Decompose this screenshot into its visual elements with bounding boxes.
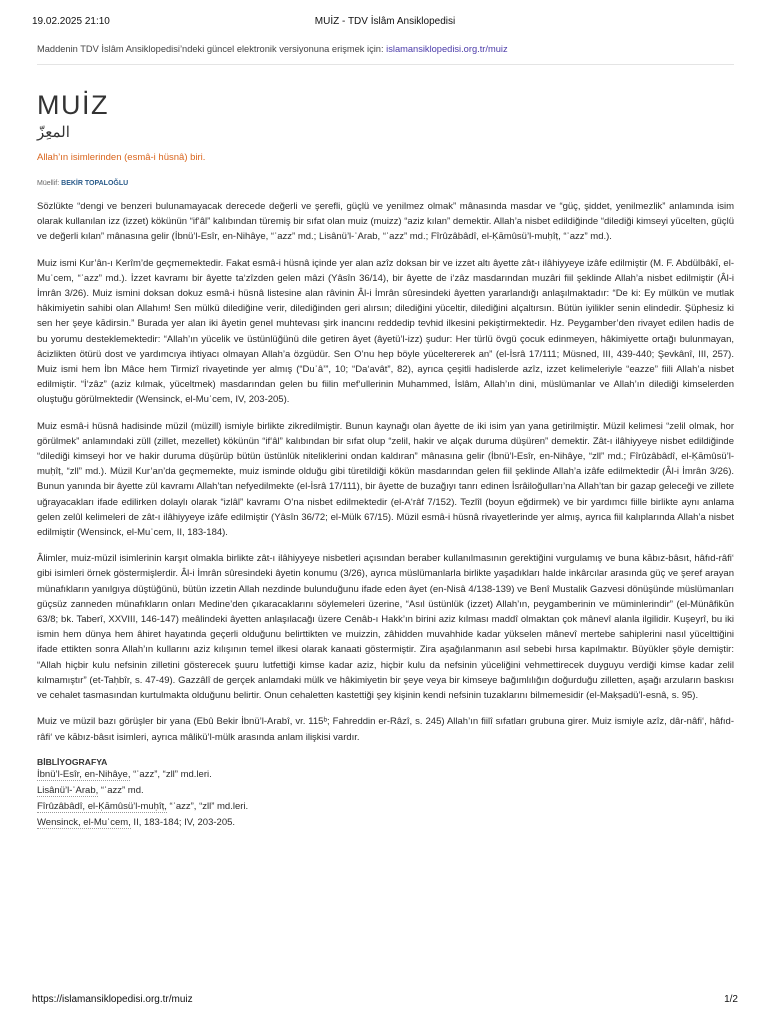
- author-label: Müellif:: [37, 180, 60, 187]
- print-date: 19.02.2025 21:10: [32, 16, 110, 27]
- bibliography-source-link[interactable]: Wensinck, el-Muʿcem,: [37, 816, 131, 828]
- paragraph: Muiz ve müzil bazı görüşler bir yana (Ebû Bekir İbnü’l-Arabî, vr. 115ᵇ; Fahreddin er-Râzî, s. 245) Allah’ın fiilî sıfatları grubuna girer. Muiz ismiyle azîz, dâr-nâfi‘, hâfıd-râfi‘ ve kābız-bâsıt isimleri, ayrıca mâlikü’l-mülk arasında anlam ilişkisi vardır.: [37, 716, 734, 743]
- paragraph: Muiz ismi Kur’ân-ı Kerîm’de geçmemektedir. Fakat esmâ-i hüsnâ içinde yer alan azîz doksan bir ve izzet altı âyette zât-ı ilâhiyyeye izâfe edilmiştir (M. F. Abdülbâkī, el-Muʿcem, “ʿazz” md.). İzzet kavramı bir âyette ta‘zîzden gelen mâzi (Yâsîn 36/14), bir âyette de i‘zâz masdarından muzâri fiil şeklinde Allah’a nisbet edilmiştir (Âl-i İmrân 3/26). Muiz ismini doksan dokuz esmâ-i hüsnâ listesine alan râvinin Âl-i İmrân sûresindeki âyetten yararlandığı anlaşılmaktadır: “De ki: Ey mülkün ve mutlak hâkimiyetin sahibi olan Allahım! Sen mülkü dilediğine verir, dilediğinden geri alırsın; dilediğini yüceltir, dilediğini alçaltırsın. Bütün iyilikler senin elindedir. Şüphesiz ki sen her şeye kādirsin.” Burada yer alan iki âyetin genel muhtevası şirk inancını reddedip tevhid ilkesini pekiştirmektedir. Hz. Peygamber’den rivayet edilen hadis de bu yorumu desteklemektedir: “Allah’ın yücelik ve üstünlüğünü dile getiren âyet (âyetü’l-izz) şudur: Her türlü övgü çocuk edinmeyen, hâkimiyette ortağı bulunmayan, âcizlikten ötürü dost ve yardımcıya ihtiyacı olmayan Allah’a özgüdür. Sen O’nu hep böyle yüceltererek an” (el-İsrâ 17/111; Müsned, III, 439-440; Şevkânî, III, 257). Muiz ismi hem İbn Mâce hem Tirmizî rivayetinde yer almış (“Duʿâ’”, 10; “Da‘avât”, 82), ayrıca çeşitli hadislerde azîz, izzet kelimeleriyle “eazze” fiili Allah’a nisbet edilmiştir. “İ‘zâz” (aziz kılmak, yüceltmek) masdarından gelen bu fiilin mef‘ullerinin Muhammed, İslâm, Allah’ın dini, müslümanlar ve Allah’ın dilediği kimselerden oluştuğu görülmektedir (Wensinck, el-Muʿcem, IV, 203-205).: [37, 257, 734, 406]
- bibliography-detail: II, 183-184; IV, 203-205.: [130, 816, 236, 828]
- page-number: 1/2: [724, 994, 738, 1005]
- entry-summary: Allah’ın isimlerinden (esmâ-i hüsnâ) biri.: [37, 152, 206, 163]
- print-header: [32, 16, 738, 32]
- author-line: [37, 180, 734, 187]
- article: [37, 44, 734, 831]
- bibliography-item: [37, 815, 734, 831]
- bibliography-detail: “ʿazz” md.: [98, 784, 144, 796]
- bibliography-source-link[interactable]: Fîrûzâbâdî, el-Ḳāmûsü’l-muḥîṭ,: [37, 800, 167, 812]
- bibliography-item: [37, 783, 734, 799]
- bibliography-source-link[interactable]: Lisânü’l-ʿArab,: [37, 784, 99, 796]
- notice-text: Maddenin TDV İslâm Ansiklopedisi’ndeki güncel elektronik versiyonuna erişmek için:: [37, 44, 384, 54]
- bibliography: [37, 757, 734, 831]
- author-link[interactable]: BEKİR TOPALOĞLU: [61, 180, 129, 187]
- print-url: https://islamansiklopedisi.org.tr/muiz: [32, 994, 193, 1005]
- bibliography-item: [37, 799, 734, 815]
- arabic-title: المعِزّ: [37, 123, 70, 141]
- paragraph: Sözlükte “dengi ve benzeri bulunamayacak derecede değerli ve şerefli, güçlü ve yenilmez olmak” mânasında masdar ve “güç, şiddet, yenilmezlik” anlamında isim olarak kullanılan izz (izzet) kökünün “if‘âl” kalıbından türemiş bir sıfat olan muiz (muizz) “aziz kılan” demektir. Allah’a nisbet edildiğinde “dilediği kimseyi yücelten, güçlü ve değerli kılan” mânasına gelir (İbnü’l-Esîr, en-Nihâye, “ʿazz” md.; Lisânü’l-ʿArab, “ʿazz” md.; Fîrûzâbâdî, el-Ḳāmûsü’l-muḥîṭ, “ʿazz” md.).: [37, 201, 734, 243]
- paragraph: Muiz esmâ-i hüsnâ hadisinde müzil (müzill) ismiyle birlikte zikredilmiştir. Bunun kaynağı olan âyette de iki isim yan yana getirilmiştir. Müzil kelimesi “zelil olmak, hor görülmek” anlamındaki züll (zillet, mezellet) kökünün “if‘âl” kalıbından bir sıfat olup “zelil, hakir ve alçak duruma düşüren” demektir. Zât-ı ilâhiyyeye nisbet edildiğinde “dilediği kimseyi hor ve hakir duruma düşürüp bütün üstünlük niteliklerini ondan kaldıran” mânasına gelir (İbnü’l-Esîr, en-Nihâye, “zll” md.; Fîrûzâbâdî, el-Ḳāmûsü’l-muḥîṭ, “zll” md.). Müzil Kur’an’da geçmemekte, muiz isminde olduğu gibi türetildiği kökün masdarından gelen fiil şeklinde Allah’a izâfe edilmektedir (Âl-i İmrân 3/26). Bunun yanında bir âyette zül kavramı Allah’tan nefyedilmekte (el-İsrâ 17/111), bir âyette de buzağıyı tanrı edinen İsrâiloğulları’na Allah’tan bir gazap geleceği ve zillete uğrayacakları ifade edilirken dolaylı olarak “izlâl” kavramı O’na nisbet edilmektedir (el-A‘râf 7/152). Tezlîl (boyun eğdirmek) ve bir yardımcı fiille birlikte aynı anlama gelen zelûl kelimeleri de zât-ı ilâhiyyeye izâfe edilmiştir (Yâsîn 36/72; el-Mülk 67/15). Müzil esmâ-i hüsnâ rivayetlerinde yer almış, ayrıca fiil kalıplarında Allah’a nisbet edilmiştir (Wensinck, el-Muʿcem, II, 183-184).: [37, 420, 734, 539]
- paragraph: Âlimler, muiz-müzil isimlerinin karşıt olmakla birlikte zât-ı ilâhiyyeye nisbetleri açısından beraber kullanılmasının gerektiğini vurgulamış ve buna kābız-bâsıt, hâfıd-râfi‘ gibi isimleri örnek göstermişlerdir. Âl-i İmrân sûresindeki âyetin konumu (3/26), ayrıca müslümanlarla birlikte yaşadıkları halde inkârcılar arasında güç ve şeref arayan münafıkların yanılgıya düştüğünü, bütün izzetin Allah nezdinde bulunduğunu ifade eden âyet (en-Nisâ 4/138-139) ve Benî Mustalik Gazvesi dönüşünde müslümanları güçsüz zanneden münafıkların onları Medine’den çıkaracaklarını söylemeleri üzerine, “Asıl üstünlük (izzet) Allah’ın, peygamberinin ve müminlerindir” (el-Münâfikūn 63/8; bk. Taberî, XXVIII, 146-147) meâlindeki âyetten anlaşılacağı üzere Cenâb-ı Hakk’ın birini aziz kılması maddî olmaktan çok mânevî alanla ilgilidir. Kuşeyrî, bu iki ismin hem dünya hem âhiret hayatında geçerli olduğunu belirttikten ve muizzin, zâhidden muvahhide kadar yükselen mânevî mertebe sahiplerini nasıl yücelttiğini ifade ettikten sonra Allah’ın kullarını aziz kılışının temel ilkesi olarak kanaati göstermiştir. Zira aşağılanmanın asıl sebebi hırsa kapılmaktır. Büyükler şöyle demiştir: “Allah hiçbir kulu nefsinin zilletini gösterecek şuuru lutfettiği kimse kadar aziz, hiçbir kulu da nefsinin yüceliğini vehmettirecek duyguyu verdiği kimse kadar zelil kılmamıştır” (et-Taḥbîr, s. 47-49). Gazzâlî de gerçek anlamdaki mülk ve hâkimiyetin bir şeye veya bir kimseye bağımlılığın doğurduğu zilletten, aşağı arzuların baskısı ve cehalet tasmasından kurtulmakta olduğunu belirtir. Onun cehaletten kastettiği şey kişinin kendi nefsinin tuzaklarını bilmemesidir (el-Maḳṣadü’l-esnâ, s. 95).: [37, 553, 734, 702]
- version-notice: [37, 44, 734, 65]
- bibliography-detail: “ʿazz”, “zll” md.leri.: [166, 800, 249, 812]
- print-footer: [32, 994, 738, 1008]
- bibliography-source-link[interactable]: İbnü’l-Esîr, en-Nihâye,: [37, 768, 131, 780]
- bibliography-detail: “ʿazz”, “zll” md.leri.: [130, 768, 212, 780]
- print-page-title: MUİZ - TDV İslâm Ansiklopedisi: [314, 16, 456, 27]
- notice-link[interactable]: islamansiklopedisi.org.tr/muiz: [386, 44, 508, 54]
- bibliography-title: BİBLİYOGRAFYA: [37, 756, 108, 767]
- entry-title: MUİZ: [37, 90, 109, 120]
- bibliography-item: [37, 767, 734, 783]
